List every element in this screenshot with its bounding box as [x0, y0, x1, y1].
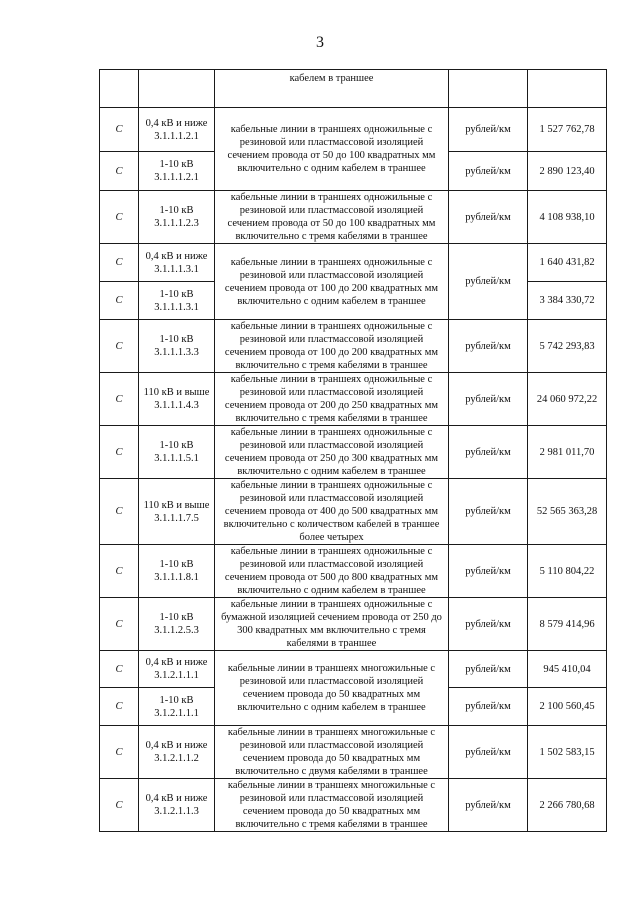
unit-cell: рублей/км [449, 651, 528, 688]
value-cell: 1 640 431,82 [528, 244, 607, 282]
table-row-continuation [100, 70, 607, 108]
voltage-code-cell [139, 152, 215, 191]
description-fragment: кабелем в траншее [215, 70, 449, 108]
voltage-code-cell [139, 545, 215, 598]
table-row [100, 191, 607, 244]
symbol-cell: C [100, 726, 139, 779]
voltage-class: 1-10 кВ [159, 205, 194, 216]
symbol-cell: C [100, 152, 139, 191]
symbol-cell: C [100, 651, 139, 688]
description-cell: кабельные линии в траншеях многожильные с резиновой или пластмассовой изоляцией сечением провода до 50 квадратных мм включительно с двумя кабелями в траншее [215, 726, 449, 779]
code: 3.1.1.2.5.3 [154, 625, 199, 636]
voltage-code-cell [139, 426, 215, 479]
empty-cell [100, 70, 139, 108]
value-cell: 2 100 560,45 [528, 688, 607, 726]
voltage-class: 1-10 кВ [159, 612, 194, 623]
voltage-code-cell [139, 373, 215, 426]
description-cell: кабельные линии в траншеях одножильные с резиновой или пластмассовой изоляцией сечением провода от 50 до 100 квадратных мм включительно с одним кабелем в траншее [215, 108, 449, 191]
value-cell: 3 384 330,72 [528, 282, 607, 320]
table-row [100, 426, 607, 479]
code: 3.1.1.1.2.1 [154, 172, 199, 183]
description-cell: кабельные линии в траншеях многожильные с резиновой или пластмассовой изоляцией сечением провода до 50 квадратных мм включительно с одним кабелем в траншее [215, 651, 449, 726]
symbol-cell: C [100, 373, 139, 426]
unit-cell: рублей/км [449, 726, 528, 779]
voltage-code-cell [139, 779, 215, 832]
description-cell: кабельные линии в траншеях одножильные с резиновой или пластмассовой изоляцией сечением провода от 250 до 300 квадратных мм включительно с одним кабелем в траншее [215, 426, 449, 479]
unit-cell: рублей/км [449, 373, 528, 426]
value-cell: 5 742 293,83 [528, 320, 607, 373]
unit-cell: рублей/км [449, 779, 528, 832]
code: 3.1.1.1.8.1 [154, 572, 199, 583]
unit-cell: рублей/км [449, 479, 528, 545]
value-cell: 4 108 938,10 [528, 191, 607, 244]
voltage-class: 1-10 кВ [159, 559, 194, 570]
voltage-class: 0,4 кВ и ниже [145, 250, 208, 262]
value-cell: 1 502 583,15 [528, 726, 607, 779]
unit-cell: рублей/км [449, 108, 528, 152]
value-cell: 945 410,04 [528, 651, 607, 688]
code: 3.1.1.1.7.5 [154, 512, 199, 524]
description-cell: кабельные линии в траншеях одножильные с резиновой или пластмассовой изоляцией сечением провода от 200 до 250 квадратных мм включительно с тремя кабелями в траншее [215, 373, 449, 426]
value-cell: 5 110 804,22 [528, 545, 607, 598]
symbol-cell: C [100, 108, 139, 152]
unit-cell: рублей/км [449, 152, 528, 191]
code: 3.1.2.1.1.1 [154, 707, 199, 719]
empty-cell [449, 70, 528, 108]
symbol-cell: C [100, 282, 139, 320]
code: 3.1.1.1.3.3 [154, 347, 199, 358]
value-cell: 8 579 414,96 [528, 598, 607, 651]
unit-cell: рублей/км [449, 426, 528, 479]
voltage-code-cell [139, 320, 215, 373]
table-row [100, 545, 607, 598]
unit-cell: рублей/км [449, 688, 528, 726]
code: 3.1.1.1.4.3 [154, 400, 199, 411]
voltage-class: 1-10 кВ [159, 694, 194, 706]
description-cell: кабельные линии в траншеях одножильные с резиновой или пластмассовой изоляцией сечением провода от 100 до 200 квадратных мм включительно с тремя кабелями в траншее [215, 320, 449, 373]
voltage-class: 0,4 кВ и ниже [145, 117, 208, 129]
code: 3.1.1.1.2.1 [154, 130, 199, 142]
table-row [100, 373, 607, 426]
code: 3.1.2.1.1.1 [154, 670, 199, 681]
table-row [100, 320, 607, 373]
unit-cell: рублей/км [449, 598, 528, 651]
table-row [100, 598, 607, 651]
value-cell: 2 981 011,70 [528, 426, 607, 479]
description-cell: кабельные линии в траншеях одножильные с резиновой или пластмассовой изоляцией сечением провода от 100 до 200 квадратных мм включительно с одним кабелем в траншее [215, 244, 449, 320]
description-cell: кабельные линии в траншеях многожильные с резиновой или пластмассовой изоляцией сечением провода до 50 квадратных мм включительно с тремя кабелями в траншее [215, 779, 449, 832]
symbol-cell: C [100, 479, 139, 545]
voltage-code-cell [139, 651, 215, 688]
code: 3.1.1.1.2.3 [154, 218, 199, 229]
voltage-class: 110 кВ и выше [143, 499, 210, 511]
symbol-cell: C [100, 598, 139, 651]
description-cell: кабельные линии в траншеях одножильные с бумажной изоляцией сечением провода от 250 до 300 квадратных мм включительно с тремя кабелями в траншее [215, 598, 449, 651]
voltage-class: 110 кВ и выше [143, 387, 210, 398]
unit-cell: рублей/км [449, 320, 528, 373]
unit-cell: рублей/км [449, 545, 528, 598]
description-cell: кабельные линии в траншеях одножильные с резиновой или пластмассовой изоляцией сечением провода от 500 до 800 квадратных мм включительно с одним кабелем в траншее [215, 545, 449, 598]
voltage-class: 1-10 кВ [159, 334, 194, 345]
value-cell: 1 527 762,78 [528, 108, 607, 152]
voltage-code-cell [139, 191, 215, 244]
voltage-code-cell [139, 598, 215, 651]
empty-cell [139, 70, 215, 108]
table-row [100, 779, 607, 832]
symbol-cell: C [100, 426, 139, 479]
voltage-code-cell [139, 726, 215, 779]
value-cell: 24 060 972,22 [528, 373, 607, 426]
table-row [100, 244, 607, 282]
voltage-class: 1-10 кВ [159, 440, 194, 451]
code: 3.1.2.1.1.3 [154, 806, 199, 817]
voltage-class: 1-10 кВ [159, 288, 194, 300]
page-number: 3 [316, 34, 324, 51]
description-cell: кабельные линии в траншеях одножильные с резиновой или пластмассовой изоляцией сечением провода от 400 до 500 квадратных мм включительно с количеством кабелей в траншее более четырех [215, 479, 449, 545]
code: 3.1.1.1.3.1 [154, 263, 199, 275]
table-row [100, 726, 607, 779]
rates-table [99, 69, 607, 832]
voltage-code-cell [139, 282, 215, 320]
voltage-code-cell [139, 108, 215, 152]
empty-cell [528, 70, 607, 108]
value-cell: 2 890 123,40 [528, 152, 607, 191]
code: 3.1.1.1.5.1 [154, 453, 199, 464]
code: 3.1.1.1.3.1 [154, 301, 199, 313]
symbol-cell: C [100, 244, 139, 282]
voltage-class: 0,4 кВ и ниже [145, 740, 208, 751]
table-row [100, 651, 607, 688]
voltage-class: 0,4 кВ и ниже [145, 793, 208, 804]
symbol-cell: C [100, 545, 139, 598]
symbol-cell: C [100, 191, 139, 244]
value-cell: 2 266 780,68 [528, 779, 607, 832]
description-cell: кабельные линии в траншеях одножильные с резиновой или пластмассовой изоляцией сечением провода от 50 до 100 квадратных мм включительно с тремя кабелями в траншее [215, 191, 449, 244]
symbol-cell: C [100, 688, 139, 726]
symbol-cell: C [100, 320, 139, 373]
unit-cell: рублей/км [449, 244, 528, 320]
table-row [100, 108, 607, 152]
symbol-cell: C [100, 779, 139, 832]
code: 3.1.2.1.1.2 [154, 753, 199, 764]
voltage-class: 1-10 кВ [159, 159, 194, 170]
value-cell: 52 565 363,28 [528, 479, 607, 545]
unit-cell: рублей/км [449, 191, 528, 244]
voltage-class: 0,4 кВ и ниже [145, 657, 208, 668]
voltage-code-cell [139, 479, 215, 545]
voltage-code-cell [139, 688, 215, 726]
voltage-code-cell [139, 244, 215, 282]
table-row [100, 479, 607, 545]
